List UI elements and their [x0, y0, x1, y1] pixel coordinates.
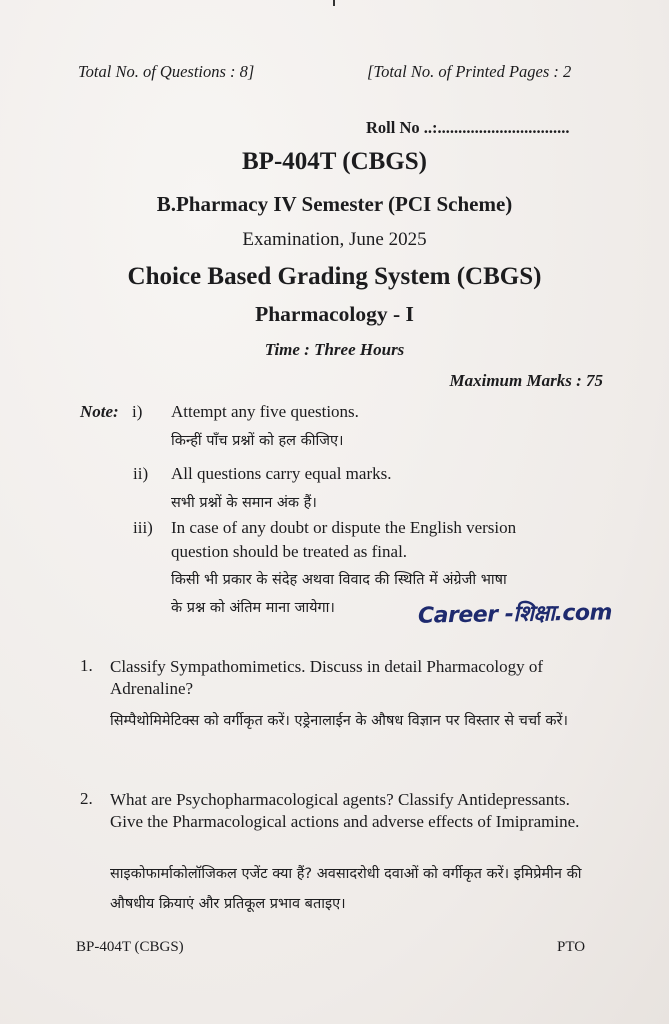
note-item-number: ii)	[133, 464, 149, 483]
total-pages: [Total No. of Printed Pages : 2	[367, 62, 572, 81]
top-tick-mark	[333, 0, 335, 6]
grading-system: Choice Based Grading System (CBGS)	[127, 263, 542, 290]
note-item-text: Attempt any five questions.	[171, 402, 359, 421]
exam-session: Examination, June 2025	[242, 229, 427, 250]
note-item-hindi: किसी भी प्रकार के संदेह अथवा विवाद की स्थिति में अंग्रेजी भाषा	[171, 572, 507, 588]
paper-code: BP-404T (CBGS)	[242, 148, 427, 175]
total-questions: Total No. of Questions : 8]	[78, 62, 255, 81]
note-item-text: question should be treated as final.	[171, 542, 408, 561]
note-item-number: iii)	[133, 518, 153, 537]
note-item-hindi: के प्रश्न को अंतिम माना जायेगा।	[171, 600, 335, 616]
footer-pto: PTO	[557, 939, 586, 955]
question-hindi: साइकोफार्माकोलॉजिकल एजेंट क्या हैं? अवसादरोधी दवाओं को वर्गीकृत करें। इमिप्रेमीन की औषधीय क्रियाएं और प्रतिकूल प्रभाव बताइए।	[110, 866, 582, 912]
note-item-text: All questions carry equal marks.	[171, 464, 392, 483]
subject-title: Pharmacology - I	[255, 302, 414, 326]
exam-time: Time : Three Hours	[264, 340, 405, 359]
question-text: What are Psychopharmacological agents? Classify Antidepressants. Give the Pharmacological actions and adverse effects of Imipramine.	[110, 790, 580, 831]
note-item-number: i)	[132, 402, 143, 421]
roll-number: Roll No ..:................................	[366, 118, 570, 137]
note-item-hindi: सभी प्रश्नों के समान अंक हैं।	[171, 495, 317, 511]
question-text: Classify Sympathomimetics. Discuss in detail Pharmacology of Adrenaline?	[110, 657, 543, 698]
question-number: 1.	[80, 656, 93, 675]
program-title: B.Pharmacy IV Semester (PCI Scheme)	[156, 192, 513, 216]
question-hindi: सिम्पैथोमिमेटिक्स को वर्गीकृत करें। एड्रेनालाईन के औषध विज्ञान पर विस्तार से चर्चा करें।	[110, 713, 568, 729]
watermark-stamp: Career -शिक्षा.com	[417, 600, 613, 629]
note-item-hindi: किन्हीं पाँच प्रश्नों को हल कीजिए।	[171, 433, 344, 449]
maximum-marks: Maximum Marks : 75	[449, 371, 603, 390]
note-label: Note:	[80, 402, 119, 421]
footer-paper-code: BP-404T (CBGS)	[76, 939, 184, 955]
note-item-text: In case of any doubt or dispute the English version	[171, 518, 517, 537]
question-number: 2.	[80, 789, 93, 808]
